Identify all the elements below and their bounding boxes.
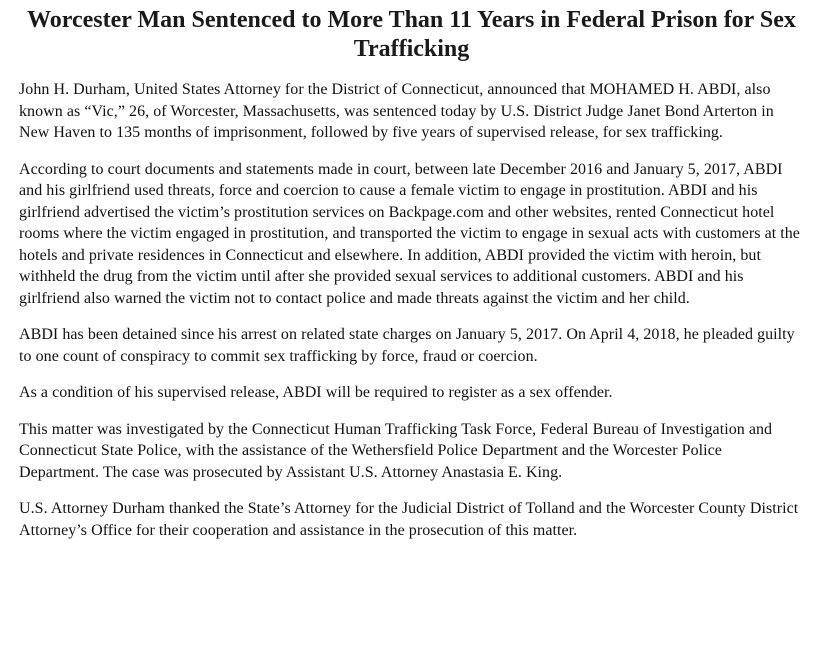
paragraph-supervised-release: As a condition of his supervised release, ABDI will be required to register as a sex offender. (19, 384, 613, 401)
paragraph-acknowledgement: U.S. Attorney Durham thanked the State’s Attorney for the Judicial District of Tolland and the Worcester County District Attorney’s Office for their cooperation and assistance in the prosecution of this matter. (19, 500, 799, 539)
paragraph-sentencing: John H. Durham, United States Attorney for the District of Connecticut, announced that MOHAMED H. ABDI, also known as “Vic,” 26, of Worcester, Massachusetts, was sentenced today by U.S. District Judge Janet Bond Arterton in New Haven to 135 months of imprisonment, followed by five years of supervised release, for sex trafficking. (19, 81, 774, 141)
paragraph-detention: ABDI has been detained since his arrest on related state charges on January 5, 2017. On April 4, 2018, he pleaded guilty to one count of conspiracy to commit sex trafficking by force, fraud or coercion. (19, 326, 795, 365)
paragraph-investigation: This matter was investigated by the Connecticut Human Trafficking Task Force, Federal Bureau of Investigation and Connecticut State Police, with the assistance of the Wethersfield Police Department and the Worcester Police Department. The case was prosecuted by Assistant U.S. Attorney Anastasia E. King. (19, 420, 773, 481)
page-title: Worcester Man Sentenced to More Than 11 Years in Federal Prison for Sex Trafficking (27, 7, 796, 62)
paragraph-court-documents: According to court documents and statements made in court, between late December 2016 and January 5, 2017, ABDI and his girlfriend used threats, force and coercion to cause a female victim to engage in prostitution. ABDI and his girlfriend advertised the victim’s prostitution services on Backpage.com and other websites, rented Connecticut hotel rooms where the victim engaged in prostitution, and transported the victim to engage in sexual acts with customers at the hotels and private residences in Connecticut and elsewhere. In addition, ABDI provided the victim with heroin, but withheld the drug from the victim until after she provided sexual services to additional customers. ABDI and his girlfriend also warned the victim not to contact police and made threats against the victim and her child. (19, 160, 800, 307)
